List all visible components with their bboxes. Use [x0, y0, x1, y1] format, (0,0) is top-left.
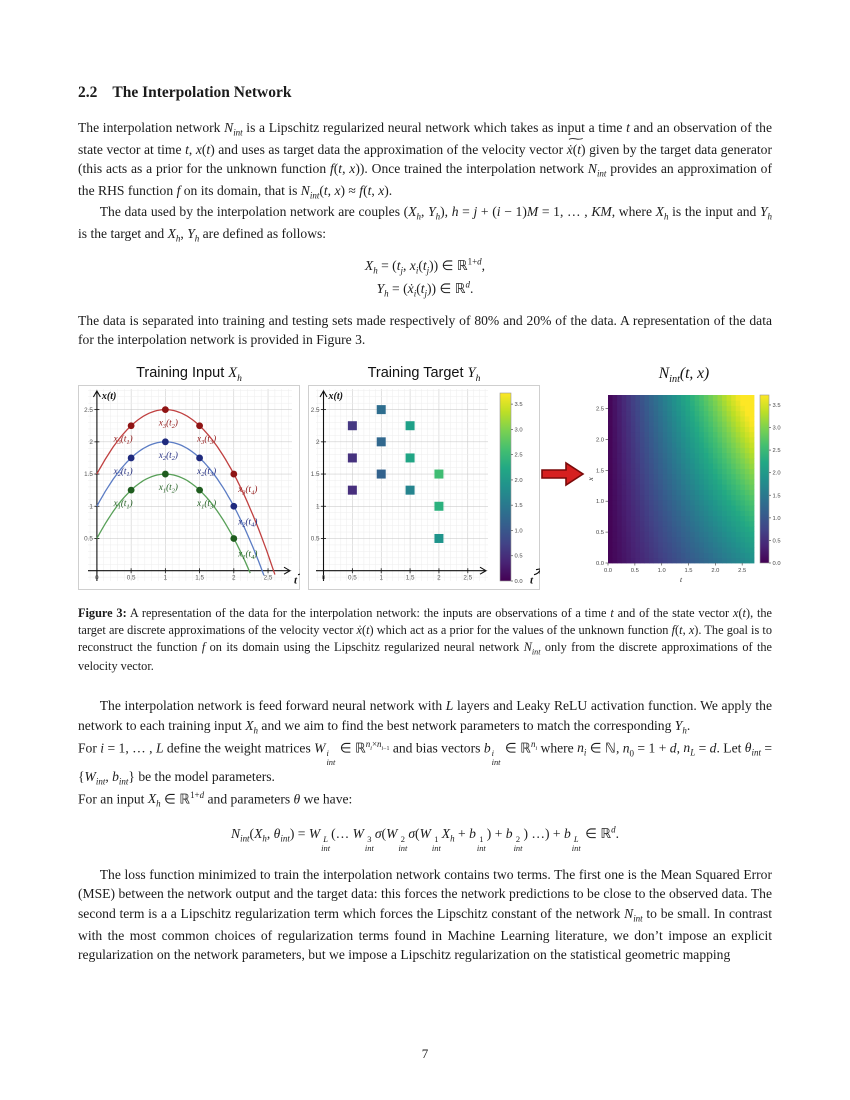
svg-text:x: x	[586, 477, 595, 481]
svg-text:0.0: 0.0	[603, 568, 613, 575]
svg-text:1: 1	[89, 503, 93, 511]
section-title: The Interpolation Network	[112, 84, 292, 101]
svg-text:x3​(t2​): $x_3(t_2)$	[158, 417, 178, 430]
nint-title: $N_{int}(t$, x)	[658, 365, 710, 386]
svg-text:2: 2	[315, 439, 320, 447]
svg-text:2: 2	[437, 574, 441, 582]
training-target-title: Training Target $Y_h$	[367, 365, 481, 384]
svg-text:2.5: 2.5	[595, 406, 604, 413]
svg-text:1.0: 1.0	[657, 568, 666, 575]
svg-text:0.0: 0.0	[514, 579, 523, 586]
svg-text:t: t	[530, 574, 534, 587]
svg-text:1.5: 1.5	[772, 493, 781, 500]
svg-text:1.5: 1.5	[595, 468, 604, 475]
page-content	[78, 84, 781, 965]
svg-text:2.0: 2.0	[772, 470, 781, 477]
paragraph-4b: For i = 1, … , L define the weight matrices W i int ∈ ℝ$^{n_i\times n_{i-1}}$ and bias vectors b i int ∈ ℝ$^{n_i}$ where $n_i$ ∈ ℕ, $n_0 = 1 + d$, $n_L = d$. Let $\theta_{int} = \{W_{int}$, $b_{int}$} be the model parameters.	[78, 738, 773, 787]
svg-text:2.0: 2.0	[711, 568, 720, 575]
paragraph-2: The data used by the interpolation network are couples ($X_h$, $Y_h$), h = j + (i − 1)M = 1, … , KM, where $X_h$ is the input and $Y_h$ is the target and $X_h$, $Y_h$ are defined as follows:	[78, 204, 773, 244]
svg-text:x(t): x(t)	[328, 391, 343, 403]
svg-text:3.0: 3.0	[514, 427, 523, 434]
svg-text:t: t	[679, 575, 683, 585]
svg-text:0.5: 0.5	[595, 530, 604, 537]
svg-text:2.5: 2.5	[514, 452, 523, 459]
figure-panel-training-target	[308, 364, 540, 590]
svg-text:x2​(t1​): $x_2(t_1)$	[113, 465, 133, 479]
svg-text:1.0: 1.0	[595, 499, 604, 506]
svg-text:2.5: 2.5	[463, 574, 473, 582]
page-number: 7	[421, 1046, 429, 1061]
figure-3-caption: Figure 3: A representation of the data for the interpolation network: the inputs are observations of a time t and of the state vector x(t), the target are discrete approximations of the velocity vector ẋ(t) which act as a prior for the values of the unknown function f(t, x). The goal is to reconstruct the function f on its domain using the Lipschitz regularized neural network $N_{int}$ only from the discrete approximations of the velocity vector.	[78, 606, 772, 674]
svg-text:1: 1	[163, 574, 168, 582]
svg-text:t: t	[294, 574, 298, 587]
svg-text:1.5: 1.5	[84, 471, 93, 479]
svg-text:x1​(t3​): $x_1(t_3)$	[197, 498, 217, 511]
svg-text:x2​(t4​): $x_2(t_4)$	[238, 516, 258, 529]
svg-text:0.5: 0.5	[126, 574, 136, 582]
equation-network: $N_{int}(X_h$, $\theta_{int}) = W$ L int (… W 3 int σ(W 2 int σ(W 1 int $X_h + b$ 1 int ) + b 2 int ) …) + b L int ∈ ℝ$^d$.	[231, 824, 619, 853]
svg-text:2.0: 2.0	[595, 437, 604, 444]
equation-yh: $Y_h$ = $(ẋ_i(t_j))$ ∈ ℝ$^d$.	[376, 279, 474, 300]
svg-text:3.5: 3.5	[514, 402, 523, 409]
svg-text:x1​(t4​): $x_1(t_4)$	[238, 548, 258, 561]
svg-text:2: 2	[89, 439, 93, 447]
svg-text:3.0: 3.0	[772, 425, 781, 432]
figure-3	[78, 364, 781, 592]
svg-text:2.0: 2.0	[514, 477, 523, 484]
svg-text:1.5: 1.5	[514, 503, 523, 510]
svg-text:0.5: 0.5	[772, 538, 781, 545]
svg-text:x1​(t1​): $x_1(t_1)$	[113, 498, 133, 511]
svg-text:0.5: 0.5	[84, 535, 93, 543]
svg-text:2.5: 2.5	[310, 406, 320, 414]
svg-text:0: 0	[321, 574, 326, 582]
svg-text:0.5: 0.5	[630, 568, 639, 575]
paragraph-3: The data is separated into training and testing sets made respectively of 80% and 20% of the data. A representation of the data for the interpolation network is provided in Figure 3.	[78, 312, 772, 348]
svg-text:x3​(t4​): $x_3(t_4)$	[238, 484, 258, 497]
training-input-title: Training Input $X_h$	[136, 365, 242, 384]
svg-text:1: 1	[315, 503, 320, 511]
svg-text:x3​(t3​): $x_3(t_3)$	[197, 433, 217, 447]
svg-text:0.0: 0.0	[772, 561, 781, 568]
svg-text:1.5: 1.5	[405, 574, 415, 582]
svg-text:2: 2	[232, 574, 236, 582]
figure-panel-training-input	[78, 364, 300, 590]
figure-arrow-column	[540, 364, 586, 493]
svg-text:x(t): x(t)	[101, 391, 117, 403]
equation-data-definition	[78, 255, 772, 302]
paragraph-1: The interpolation network $N_{int}$ is a Lipschitz regularized neural network which takes as input a time t and an observation of the state vector at time t, x(t) and uses as target data the approximation of the velocity vector ∼ ẋ(t) given by the target data generator (this acts as a prior for the unknown function f(t, x)). Once trained the interpolation network $N_{int}$ provides an approximation of the RHS function f on its domain, that is $N_{int}(t$, x) ≈ f(t, x).	[78, 118, 772, 202]
svg-text:1: 1	[379, 574, 383, 582]
svg-text:0: 0	[95, 574, 99, 582]
paragraph-4a: The interpolation network is feed forward neural network with L layers and Leaky ReLU activation function. We apply the network to each training input $X_h$ and we aim to find the best network parameters to match the corresponding $Y_h$.	[78, 698, 773, 736]
svg-text:3.5: 3.5	[772, 402, 781, 409]
figure-panel-nint	[586, 364, 782, 590]
paragraph-4c: For an input $X_h$ ∈ ℝ$^{1+d}$ and parameters θ we have:	[78, 789, 353, 809]
paragraph-4-block	[78, 696, 772, 810]
svg-text:1.0: 1.0	[514, 528, 523, 535]
svg-text:0.5: 0.5	[514, 553, 523, 560]
svg-text:1.5: 1.5	[195, 574, 204, 582]
training-target-chart	[308, 385, 540, 590]
svg-text:0.5: 0.5	[347, 574, 357, 582]
svg-text:0.0: 0.0	[595, 561, 604, 568]
section-number: 2.2	[78, 84, 98, 101]
svg-text:0.5: 0.5	[310, 535, 320, 543]
svg-text:x2​(t2​): $x_2(t_2)$	[158, 449, 178, 463]
paragraph-5: The loss function minimized to train the interpolation network contains two terms. The first one is the Mean Squared Error (MSE) between the network output and the target data: this forces the network predictions to be close to the observed data. The second term is a a Lipschitz regularization term which forces the Lipschitz constant of the network $N_{int}$ to be small. In contrast with the most common choices of regularization terms found in Machine Learning literature, we don’t impose an explicit regularization on the network parameters, but we impose a Lipschitz regularization on the statistical geometric mapping	[78, 866, 772, 963]
svg-text:x3​(t1​): $x_3(t_1)$	[113, 433, 133, 447]
svg-text:2.5: 2.5	[738, 568, 747, 575]
svg-text:1.5: 1.5	[684, 568, 693, 575]
svg-text:2.5: 2.5	[263, 574, 273, 582]
red-arrow-icon	[540, 460, 586, 488]
svg-text:x2​(t3​): $x_2(t_3)$	[197, 465, 217, 479]
svg-text:1.5: 1.5	[310, 471, 320, 479]
equation-xh: $X_h = (t_j$, $x_i(t_j)$) ∈ ℝ$^{1+d}$,	[364, 256, 486, 276]
svg-text:x1​(t2​): $x_1(t_2)$	[158, 482, 178, 495]
svg-text:2.5: 2.5	[772, 448, 781, 455]
svg-text:2.5: 2.5	[84, 406, 93, 414]
svg-text:1.0: 1.0	[772, 515, 781, 522]
training-input-chart	[78, 385, 300, 590]
section-heading	[78, 84, 772, 102]
nint-heatmap-chart	[586, 385, 782, 590]
